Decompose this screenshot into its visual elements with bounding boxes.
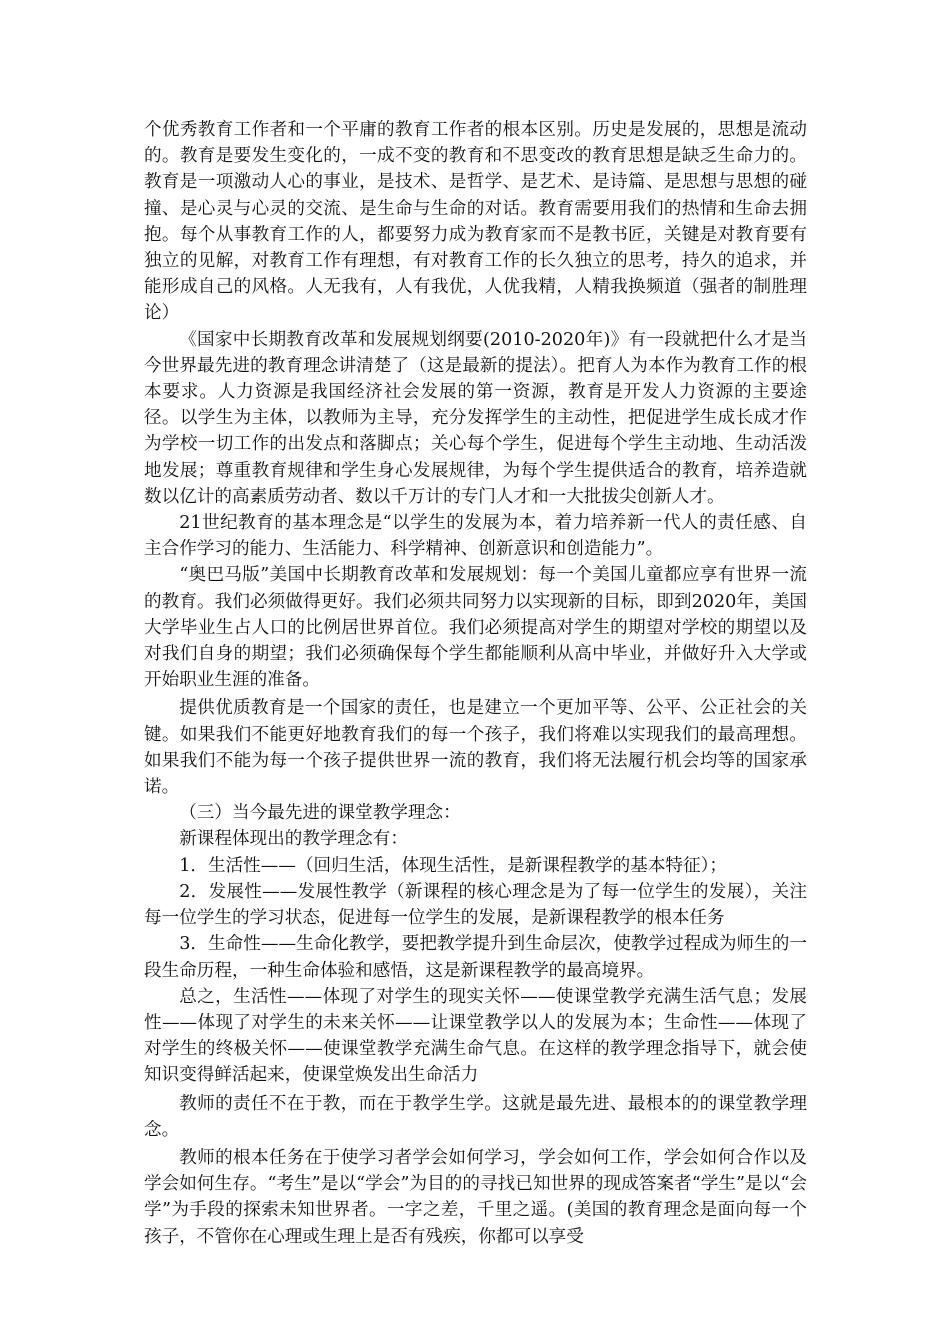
paragraph-national-plan: 《国家中长期教育改革和发展规划纲要(2010-2020年)》有一段就把什么才是当今世界最先进的教育理念讲清楚了（这是最新的提法）。把育人为本作为教育工作的根本要求。人力资源是我国经济社会发展的第一资源，教育是开发人力资源的主要途径。以学生为主体，以教师为主导，充分发挥学生的主动性，把促进学生成长成才作为学校一切工作的出发点和落脚点；关心每个学生，促进每个学生主动地、生动活泼地发展；尊重教育规律和学生身心发展规律，为每个学生提供适合的教育，培养造就数以亿计的高素质劳动者、数以千万计的专门人才和一大批拔尖创新人才。 [144, 329, 807, 507]
document-body [144, 117, 807, 1250]
paragraph-21st-century-concept: 21世纪教育的基本理念是“以学生的发展为本，着力培养新一代人的责任感、自主合作学习的能力、生活能力、科学精神、创新意识和创造能力”。 [144, 513, 807, 560]
paragraph-obama-plan: “奥巴马版”美国中长期教育改革和发展规划：每一个美国儿童都应享有世界一流的教育。我们必须做得更好。我们必须共同努力以实现新的目标，即到2020年，美国大学毕业生占人口的比例居世界首位。我们必须提高对学生的期望对学校的期望以及对我们自身的期望；我们必须确保每个学生都能顺利从高中毕业，并做好升入大学或开始职业生涯的准备。 [144, 565, 807, 691]
section-heading-classroom-concepts: （三）当今最先进的课堂教学理念： [179, 803, 461, 824]
list-item-life-nature: 1．生活性——（回归生活，体现生活性，是新课程教学的基本特征）； [179, 855, 727, 876]
paragraph-teacher-task: 教师的根本任务在于使学习者学会如何学习，学会如何工作，学会如何合作以及学会如何生存。“考生”是以“学会”为目的的寻找已知世界的现成答案者“学生”是以“会学”为手段的探索未知世界者。一字之差，千里之遥。(美国的教育理念是面向每一个孩子，不管你在心理或生理上是否有残疾，你都可以享受 [144, 1147, 807, 1247]
list-item-development-nature: 2．发展性——发展性教学（新课程的核心理念是为了每一位学生的发展），关注每一位学生的学习状态，促进每一位学生的发展，是新课程教学的根本任务 [144, 881, 807, 929]
paragraph-summary: 总之，生活性——体现了对学生的现实关怀——使课堂教学充满生活气息；发展性——体现了对学生的未来关怀——让课堂教学以人的发展为本；生命性——体现了对学生的终极关怀——使课堂教学充满生命气息。在这样的教学理念指导下，就会使知识变得鲜活起来，使课堂焕发出生命活力 [144, 986, 807, 1086]
paragraph-educator-distinction: 个优秀教育工作者和一个平庸的教育工作者的根本区别。历史是发展的，思想是流动的。教育是要发生变化的，一成不变的教育和不思变改的教育思想是缺乏生命力的。教育是一项激动人心的事业，是技术、是哲学、是艺术、是诗篇、是思想与思想的碰撞、是心灵与心灵的交流、是生命与生命的对话。教育需要用我们的热情和生命去拥抱。每个从事教育工作的人，都要努力成为教育家而不是教书匠，关键是对教育要有独立的见解，对教育工作有理想，有对教育工作的长久独立的思考，持久的追求，并能形成自己的风格。人无我有，人有我优，人优我精，人精我换频道（强者的制胜理论） [144, 120, 807, 324]
paragraph-quality-education: 提供优质教育是一个国家的责任，也是建立一个更加平等、公平、公正社会的关键。如果我们不能更好地教育我们的每一个孩子，我们将难以实现我们的最高理想。如果我们不能为每一个孩子提供世界一流的教育，我们将无法履行机会均等的国家承诺。 [144, 698, 807, 798]
list-item-vitality-nature: 3．生命性——生命化教学，要把教学提升到生命层次，使教学过程成为师生的一段生命历程，一种生命体验和感悟，这是新课程教学的最高境界。 [144, 934, 807, 981]
paragraph-new-curriculum-intro: 新课程体现出的教学理念有： [179, 829, 408, 850]
paragraph-teacher-responsibility: 教师的责任不在于教，而在于教学生学。这就是最先进、最根本的的课堂教学理念。 [144, 1093, 807, 1140]
